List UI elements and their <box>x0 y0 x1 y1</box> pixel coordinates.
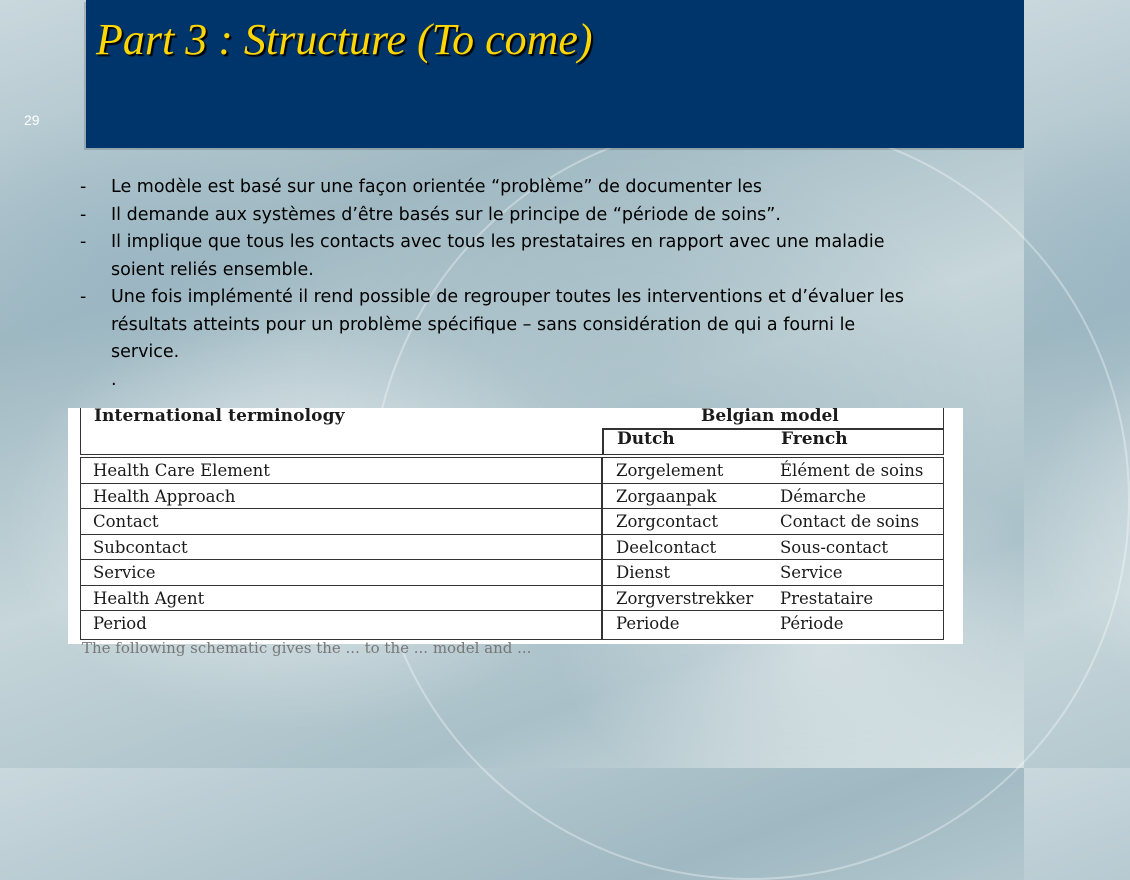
cell-dutch: Zorgaanpak <box>616 486 717 506</box>
bullet-text: Il demande aux systèmes d’être basés sur le principe de “période de soins”. <box>111 204 781 225</box>
cell-french: Élément de soins <box>780 461 924 480</box>
cell-french: Sous-contact <box>780 537 889 557</box>
cell-french: Prestataire <box>780 588 874 608</box>
cell-dutch: Zorgelement <box>616 461 724 480</box>
cell-international: Service <box>93 563 156 582</box>
table-header <box>80 408 944 455</box>
cell-french: Démarche <box>780 486 866 506</box>
terminology-table-image <box>68 406 963 657</box>
bullet-text: Une fois implémenté il rend possible de regrouper toutes les interventions et d’évaluer les résultats atteints pour un problème spécifique – sans considération de qui a fourni le service. <box>111 287 904 362</box>
cell-french: Période <box>780 614 844 633</box>
table-row <box>81 509 943 535</box>
cell-dutch: Zorgverstrekker <box>616 588 754 608</box>
header-french: French <box>781 429 848 449</box>
cell-international: Subcontact <box>93 537 188 557</box>
table-row <box>81 535 943 561</box>
cell-dutch: Dienst <box>616 563 670 582</box>
bullet-item <box>80 174 920 202</box>
table-row <box>81 611 943 637</box>
header-divider <box>602 428 604 455</box>
header-dutch: Dutch <box>617 429 675 449</box>
cell-french: Service <box>780 563 843 582</box>
cropped-caption: The following schematic gives the ... to the ... model and ... <box>82 639 532 657</box>
cell-international: Health Care Element <box>93 461 270 480</box>
header-international: International terminology <box>94 406 345 426</box>
cell-dutch: Periode <box>616 614 680 633</box>
bullet-marker: - <box>80 287 87 307</box>
bullet-text: Il implique que tous les contacts avec tous les prestataires en rapport avec une maladie soient reliés ensemble. <box>111 232 885 280</box>
cell-international: Health Agent <box>93 588 205 608</box>
trailing-dot: . <box>111 369 117 390</box>
bullet-list <box>80 174 920 394</box>
table-row <box>81 484 943 510</box>
cell-french: Contact de soins <box>780 512 920 531</box>
header-belgian-model: Belgian model <box>701 406 839 426</box>
slide-number: 29 <box>24 112 40 128</box>
cell-international: Contact <box>93 512 159 531</box>
slide-title: Part 3 : Structure (To come) <box>96 15 593 64</box>
bullet-text: Le modèle est basé sur une façon orientée “problème” de documenter les <box>111 177 762 197</box>
cell-dutch: Deelcontact <box>616 537 717 557</box>
table-row <box>81 586 943 612</box>
table-row <box>81 458 943 484</box>
bullet-item <box>80 202 920 230</box>
table-body <box>80 457 944 640</box>
cell-international: Period <box>93 614 147 633</box>
bullet-marker: - <box>80 177 87 197</box>
bullet-item <box>80 284 920 367</box>
table-row <box>81 560 943 586</box>
bullet-marker: - <box>80 232 87 252</box>
bullet-marker: - <box>80 204 87 225</box>
bullet-item <box>80 229 920 284</box>
cell-international: Health Approach <box>93 486 236 506</box>
cell-dutch: Zorgcontact <box>616 512 718 531</box>
